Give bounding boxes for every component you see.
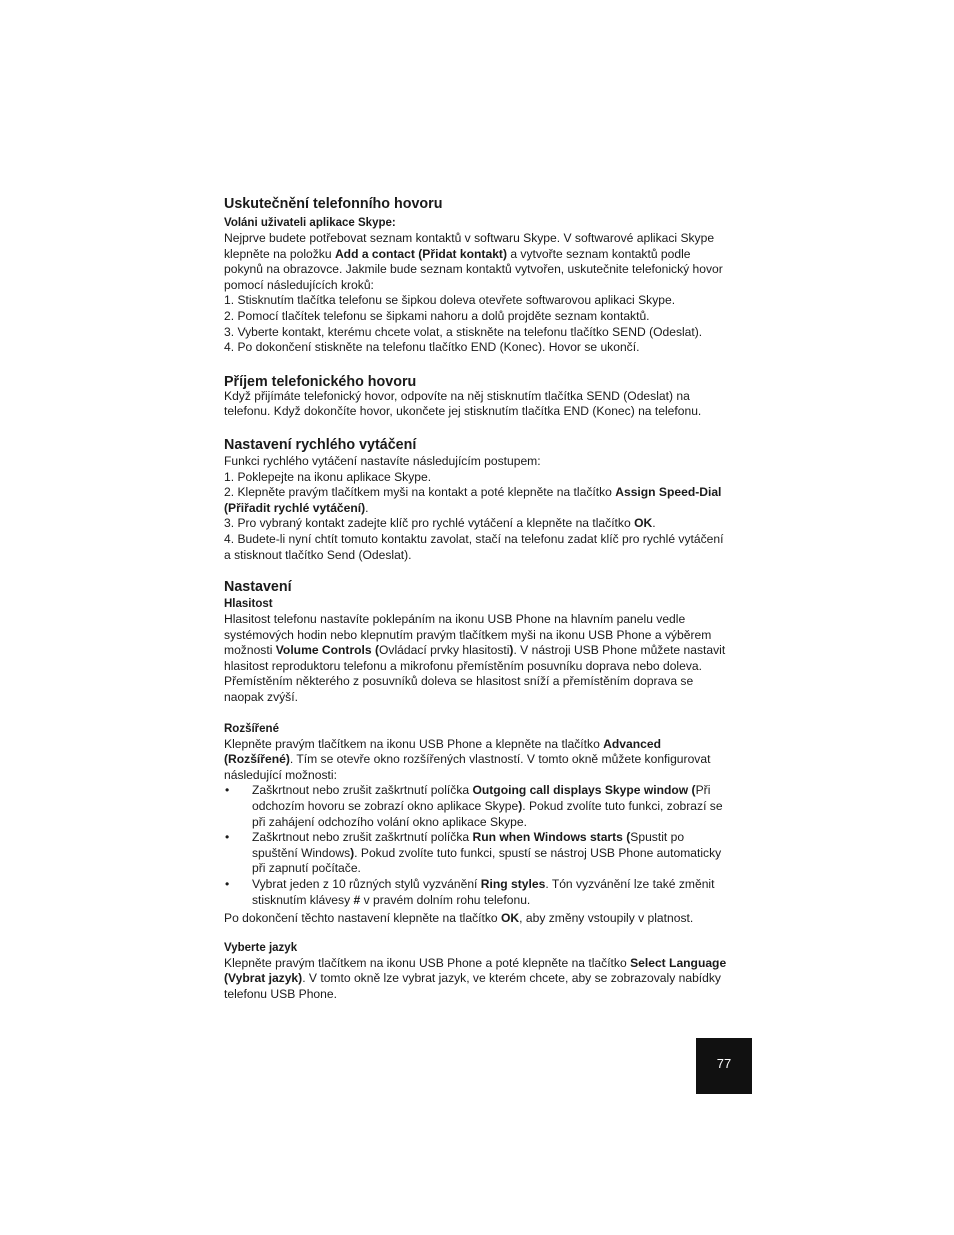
advanced-options-list [224, 783, 732, 908]
list-item: 4. Po dokončení stiskněte na telefonu tlačítko END (Konec). Hovor se ukončí. [224, 340, 640, 355]
list-item: 2. Pomocí tlačítek telefonu se šipkami nahoru a dolů projděte seznam kontaktů. [224, 308, 650, 323]
list-item: 3. Vyberte kontakt, kterému chcete volat, a stiskněte na telefonu tlačítko SEND (Odeslat). [224, 324, 703, 339]
list-item: • Zaškrtnout nebo zrušit zaškrtnutí políčka Run when Windows starts (Spustit po spuštění Windows). Pokud zvolíte tuto funkci, spustí se nástroj USB Phone automaticky při zapnutí počítače. [225, 830, 722, 876]
call-intro: Nejprve budete potřebovat seznam kontaktů v softwaru Skype. V softwarové aplikaci Skype klepněte na položku Add a contact (Přidat kontakt) a vytvořte seznam kontaktů podle pokynů na obrazovce. Jakmile bude seznam kontaktů vytvořen, uskutečnite telefonický hovor pomocí následujících kroků: [224, 231, 723, 292]
call-steps-list [224, 293, 732, 355]
speed-intro: Funkci rychlého vytáčení nastavíte následujícím postupem: [224, 453, 541, 468]
section-title-receive: Příjem telefonického hovoru [224, 373, 417, 390]
speed-step-4: 4. Budete-li nyní chtít tomuto kontaktu zavolat, stačí na telefonu zadat klíč pro rychlé vytáčení a stisknout tlačítko Send (Odeslat). [224, 531, 724, 562]
advanced-text: Klepněte pravým tlačítkem na ikonu USB Phone a klepněte na tlačítko Advanced (Rozšířené). Tím se otevře okno rozšířených vlastností. V tomto okně můžete konfigurovat následující možnosti: [224, 736, 711, 782]
page-number: 77 [696, 1038, 752, 1094]
section-title-call: Uskutečnění telefonního hovoru [224, 196, 443, 212]
receive-text: Když přijímáte telefonický hovor, odpovíte na něj stisknutím tlačítka SEND (Odeslat) na telefonu. Když dokončíte hovor, ukončete jej stisknutím tlačítka END (Konec) na telefonu. [224, 388, 702, 419]
speed-step-1: 1. Poklepejte na ikonu aplikace Skype. [224, 469, 432, 484]
volume-text: Hlasitost telefonu nastavíte poklepáním na ikonu USB Phone na hlavním panelu vedle systémových hodin nebo klepnutím pravým tlačítkem myši na ikonu USB Phone a výběrem možnosti Volume Controls (Ovládací prvky hlasitosti). V nástroji USB Phone můžete nastavit hlasitost reproduktoru telefonu a mikrofonu přemístěním posuvníku doprava nebo doleva. Přemístěním některého z posuvníků doleva se hlasitost sníží a přemístěním doprava se naopak zvýší. [224, 612, 726, 705]
page-content [224, 195, 732, 1003]
subtitle-language: Vyberte jazyk [224, 941, 298, 954]
bullet-icon: • [225, 877, 230, 891]
speed-step-2: 2. Klepněte pravým tlačítkem myši na kontakt a poté klepněte na tlačítko Assign Speed-Dial (Přiřadit rychlé vytáčení). [224, 485, 722, 515]
subtitle-volume: Hlasitost [224, 598, 273, 611]
list-item: 1. Stisknutím tlačítka telefonu se šipkou doleva otevřete softwarovou aplikaci Skype. [224, 293, 676, 308]
subtitle-skype-users: Voláni uživateli aplikace Skype: [224, 217, 396, 229]
speed-step-3: 3. Pro vybraný kontakt zadejte klíč pro rychlé vytáčení a klepněte na tlačítko OK. [224, 516, 656, 531]
list-item: • Zaškrtnout nebo zrušit zaškrtnutí políčka Outgoing call displays Skype window (Při odchozím hovoru se zobrazí okno aplikace Skype). Pokud zvolíte tuto funkci, zobrazí se při zahájení odchozího volání okno aplikace Skype. [225, 783, 723, 829]
language-text: Klepněte pravým tlačítkem na ikonu USB Phone a poté klepněte na tlačítko Select Language (Vybrat jazyk). V tomto okně lze vybrat jazyk, ve kterém chcete, aby se zobrazovaly nabídky telefonu USB Phone. [224, 955, 727, 1001]
list-item: • Vybrat jeden z 10 různých stylů vyzvánění Ring styles. Tón vyzvánění lze také změnit stisknutím klávesy # v pravém dolním rohu telefonu. [225, 877, 715, 907]
bullet-icon: • [225, 783, 230, 798]
subtitle-advanced: Rozšířené [224, 722, 279, 735]
section-title-speed-dial: Nastavení rychlého vytáčení [224, 436, 417, 453]
section-title-settings: Nastavení [224, 579, 292, 596]
bullet-icon: • [225, 830, 230, 845]
advanced-closing: Po dokončení těchto nastavení klepněte na tlačítko OK, aby změny vstoupily v platnost. [224, 911, 694, 926]
